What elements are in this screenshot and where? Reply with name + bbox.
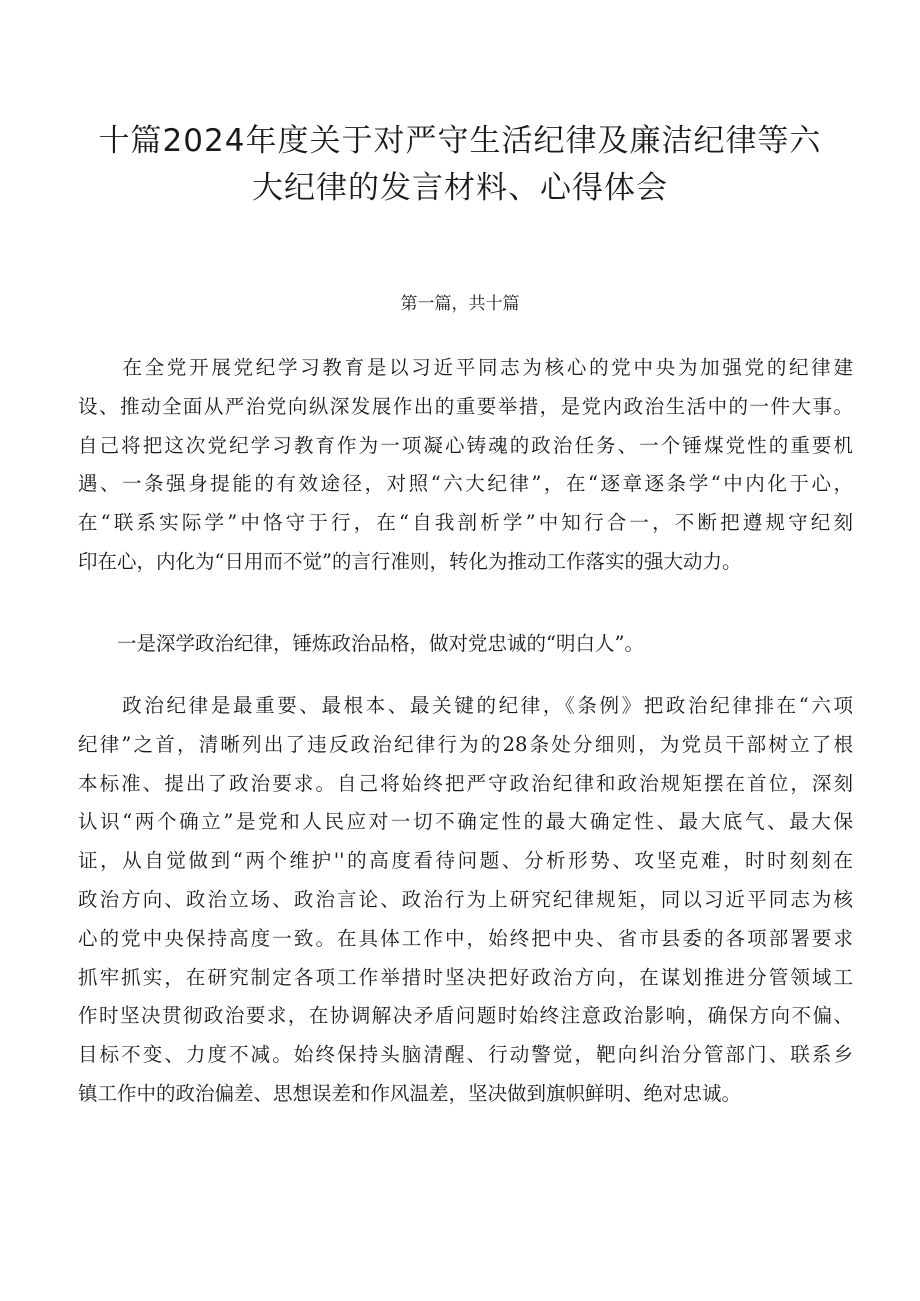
text-line: 印在心，内化为“日用而不觉”的言行准则，转化为推动工作落实的强大动力。	[78, 549, 742, 573]
text-line: 本标准、提出了政治要求。自己将始终把严守政治纪律和政治规矩摆在首位，深刻	[78, 771, 853, 795]
text-line: 证，从自觉做到“两个维护''的高度看待问题、分析形势、攻坚克难，时时刻刻在	[78, 849, 853, 873]
section-heading: 第一篇，共十篇	[400, 294, 520, 314]
text-line: 在全党开展党纪学习教育是以习近平同志为核心的党中央为加强党的纪律建	[78, 356, 853, 379]
text-line: 遇、一条强身提能的有效途径，对照“六大纪律”，在“逐章逐条学“中内化于心，	[78, 472, 853, 496]
title-line: 十篇2024年度关于对严守生活纪律及廉洁纪律等六	[98, 123, 822, 159]
text-line: 心的党中央保持高度一致。在具体工作中，始终把中央、省市县委的各项部署要求	[78, 926, 853, 950]
paragraph-political-discipline	[78, 687, 853, 1114]
title-line: 大纪律的发言材料、心得体会	[252, 170, 668, 206]
text-line: 政治方向、政治立场、政治言论、政治行为上研究纪律规矩，同以习近平同志为核	[78, 887, 853, 911]
text-line: 抓牢抓实，在研究制定各项工作举措时坚决把好政治方向，在谋划推进分管领域工	[78, 965, 853, 989]
text-line: 自己将把这次党纪学习教育作为一项凝心铸魂的政治任务、一个锤煤党性的重要机	[78, 433, 853, 457]
text-line: 认识“两个确立”是党和人民应对一切不确定性的最大确定性、最大底气、最大保	[78, 810, 853, 834]
paragraph-intro	[78, 349, 853, 582]
paragraph-point-heading	[78, 625, 853, 664]
text-line: 政治纪律是最重要、最根本、最关键的纪律，《条例》把政治纪律排在“六项	[78, 694, 853, 717]
text-line: 镇工作中的政治偏差、思想误差和作风温差，坚决做到旗帜鲜明、绝对忠诚。	[78, 1081, 742, 1105]
text-line: 目标不变、力度不减。始终保持头脑清醒、行动警觉，靶向纠治分管部门、联系乡	[78, 1043, 853, 1067]
text-line: 设、推动全面从严治党向纵深发展作出的重要举措，是党内政治生活中的一件大事。	[78, 394, 853, 418]
text-line: 作时坚决贯彻政治要求，在协调解决矛盾问题时始终注意政治影响，确保方向不偏、	[78, 1004, 853, 1028]
document-title	[60, 118, 860, 212]
text-line: 一是深学政治纪律，锤炼政治品格，做对党忠诚的“明白人”。	[78, 632, 644, 655]
text-line: 在“联系实际学”中恪守于行，在“自我剖析学”中知行合一，不断把遵规守纪刻	[78, 511, 853, 535]
text-line: 纪律”之首，清晰列出了违反政治纪律行为的28条处分细则，为党员干部树立了根	[78, 732, 853, 756]
